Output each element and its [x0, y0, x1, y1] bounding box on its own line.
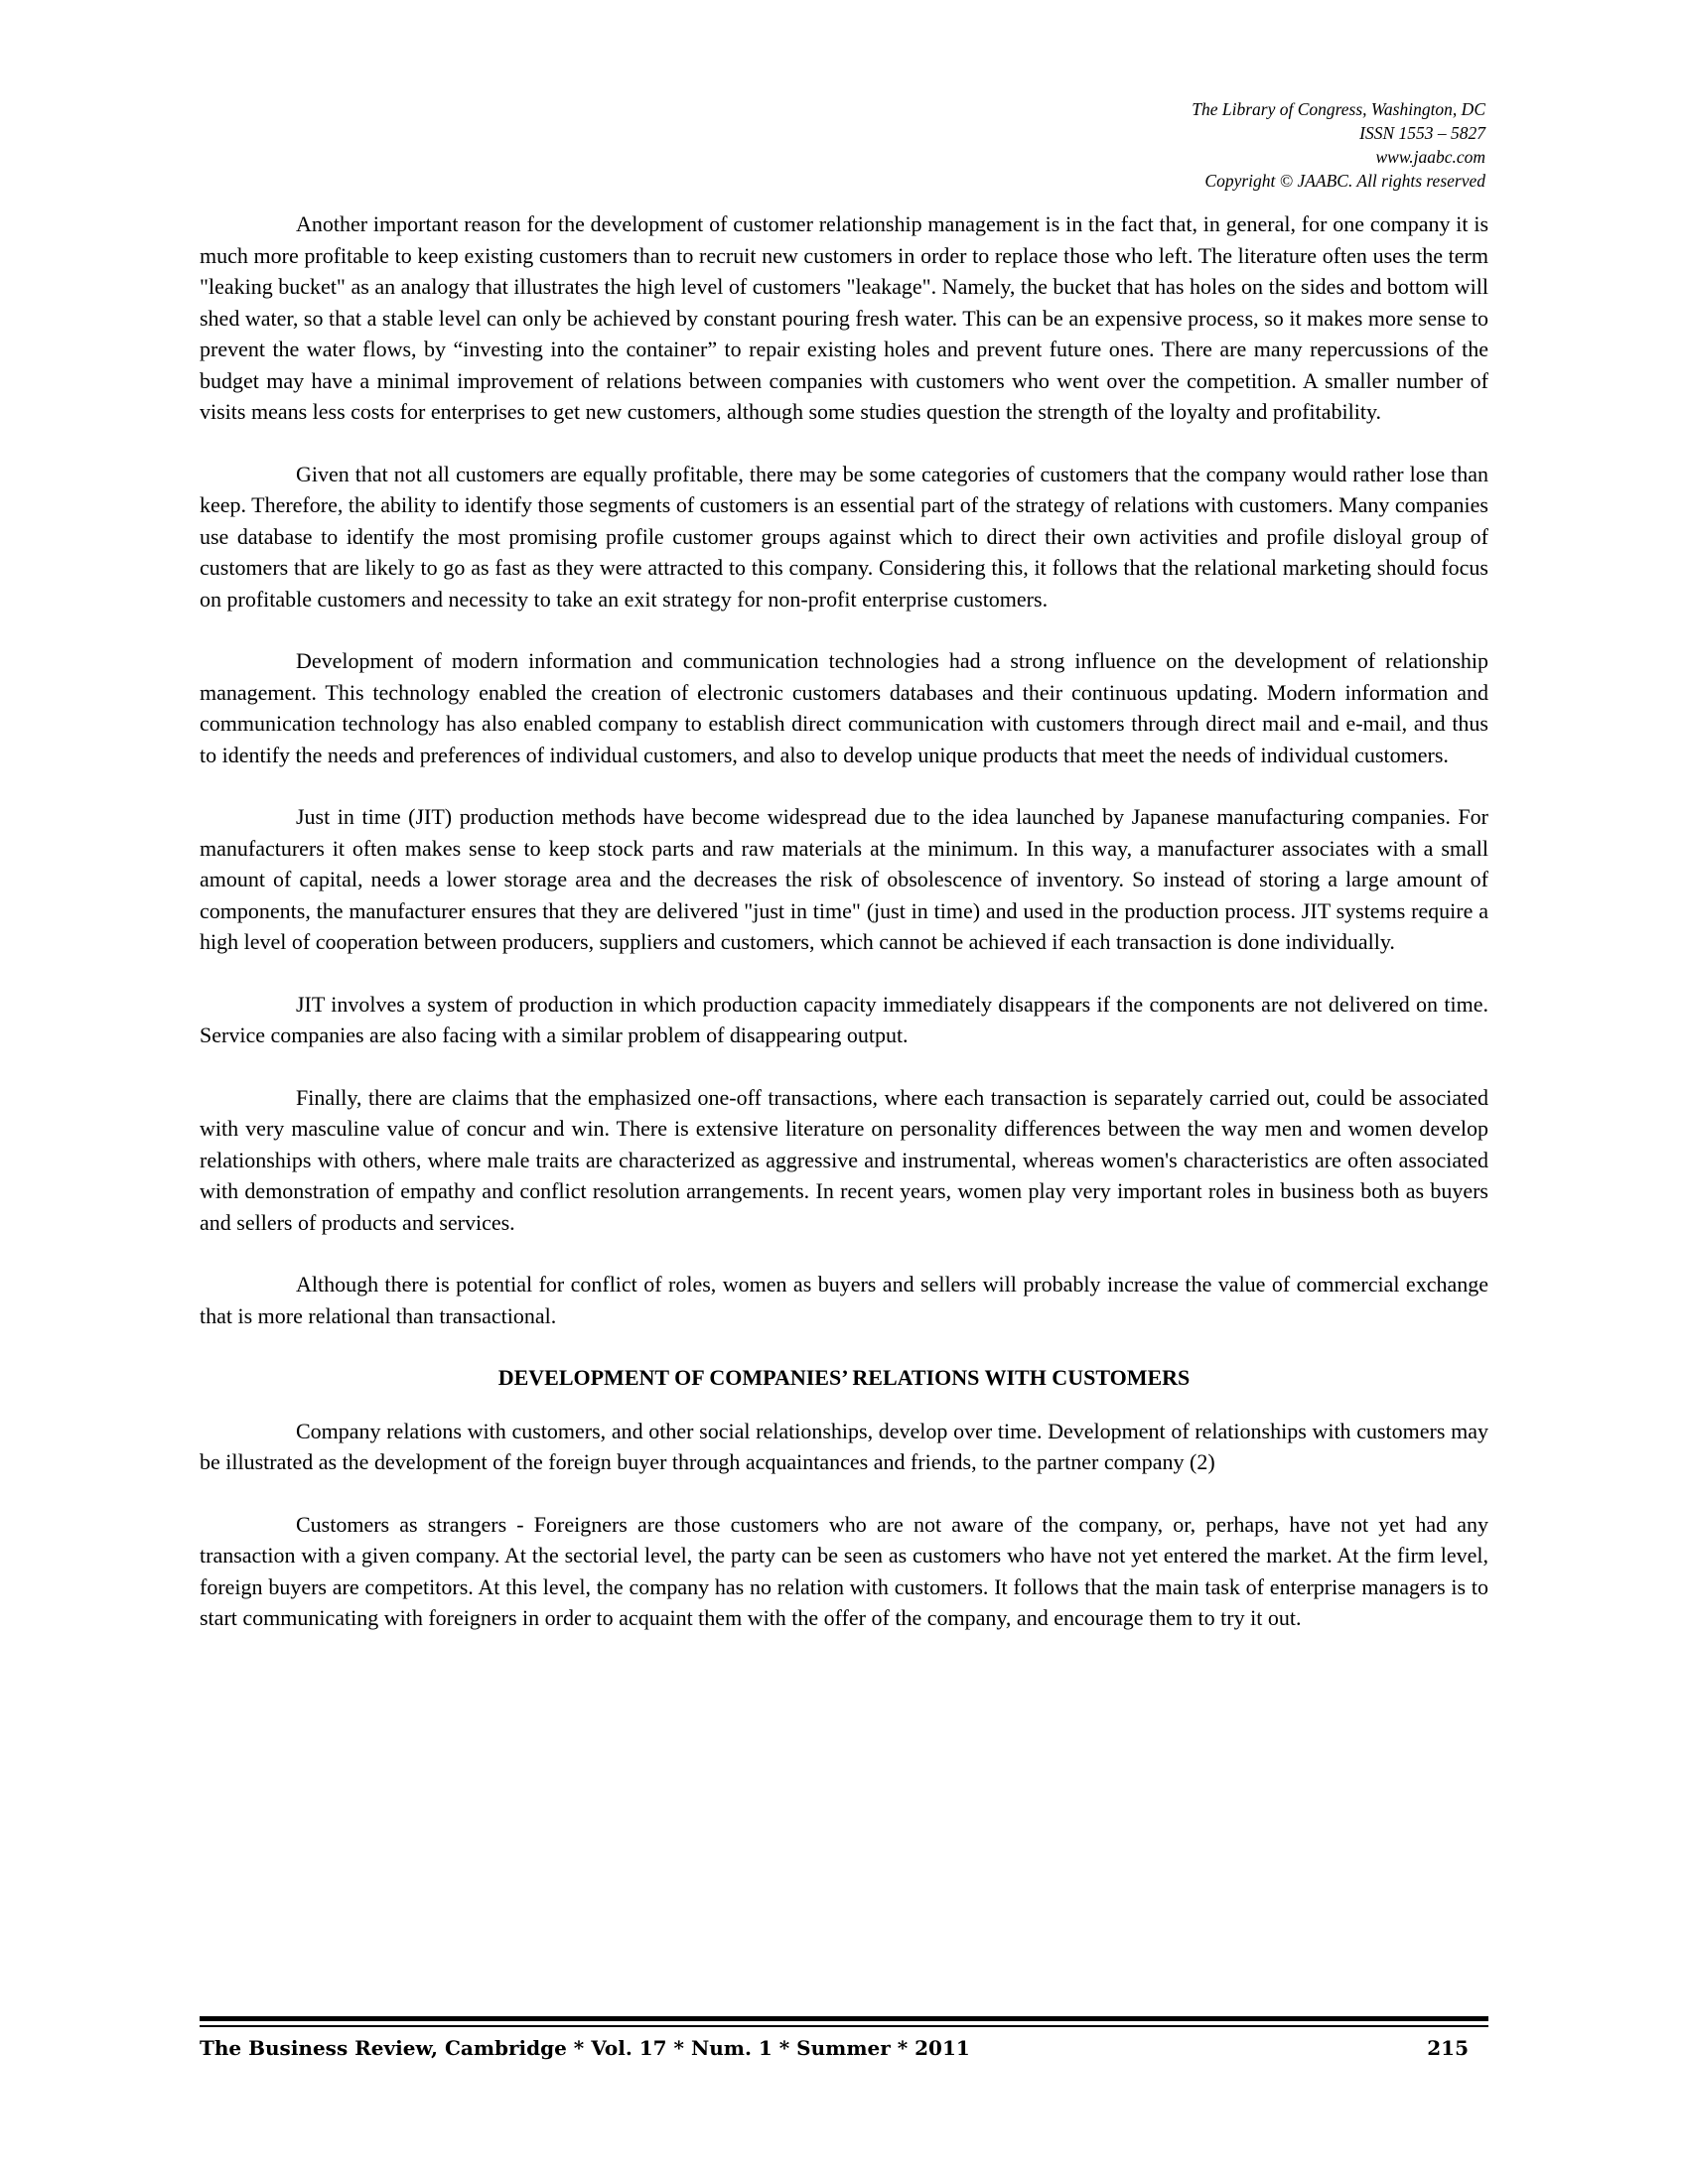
paragraph: Although there is potential for conflict of roles, women as buyers and sellers will probably increase the value of commercial exchange that is more relational than transactional. — [200, 1272, 1488, 1328]
paragraph: Company relations with customers, and other social relationships, develop over time. Development of relationships with customers may be illustrated as the development of the foreign buyer through acquaintances and friends, to the partner company (2) — [200, 1418, 1488, 1474]
paragraph: Customers as strangers - Foreigners are those customers who are not aware of the company, or, perhaps, have not yet had any transaction with a given company. At the sectorial level, the party can be seen as customers who have not yet entered the market. At the firm level, foreign buyers are competitors. At this level, the company has no relation with customers. It follows that the main task of enterprise managers is to start communicating with foreigners in order to acquaint them with the offer of the company, and encourage them to try it out. — [200, 1511, 1488, 1630]
paragraph: JIT involves a system of production in which production capacity immediately disappears if the components are not delivered on time. Service companies are also facing with a similar problem of disappearing output. — [200, 991, 1488, 1047]
running-header — [1192, 97, 1485, 193]
paragraph: Another important reason for the development of customer relationship management is in the fact that, in general, for one company it is much more profitable to keep existing customers than to recruit new customers in order to replace those who left. The literature often uses the term "leaking bucket" as an analogy that illustrates the high level of customers "leakage". Namely, the bucket that has holes on the sides and bottom will shed water, so that a stable level can only be achieved by constant pouring fresh water. This can be an expensive process, so it makes more sense to prevent the water flows, by “investing into the container” to repair existing holes and prevent future ones. There are many repercussions of the budget may have a minimal improvement of relations between companies with customers who went over the competition. A smaller number of visits means less costs for enterprises to get new customers, although some studies question the strength of the loyalty and profitability. — [200, 211, 1488, 424]
footer-journal: The Business Review, Cambridge * Vol. 17 * Num. 1 * Summer * 2011 — [200, 2036, 970, 2060]
paragraph: Finally, there are claims that the emphasized one-off transactions, where each transaction is separately carried out, could be associated with very masculine value of concur and win. There is extensive literature on personality differences between the way men and women develop relationships with others, where male traits are characterized as aggressive and instrumental, whereas women's characteristics are often associated with demonstration of empathy and conflict resolution arrangements. In recent years, women play very important roles in business both as buyers and sellers of products and services. — [200, 1084, 1488, 1235]
page-number: 215 — [1427, 2036, 1469, 2060]
header-publisher: The Library of Congress, Washington, DC — [1192, 99, 1485, 119]
article-body — [200, 208, 1488, 1665]
header-website: www.jaabc.com — [1375, 147, 1485, 167]
section-heading: DEVELOPMENT OF COMPANIES’ RELATIONS WITH CUSTOMERS — [497, 1365, 1191, 1390]
paragraph: Just in time (JIT) production methods have become widespread due to the idea launched by Japanese manufacturing companies. For manufacturers it often makes sense to keep stock parts and raw materials at the minimum. In this way, a manufacturer associates with a small amount of capital, needs a lower storage area and the decreases the risk of obsolescence of inventory. So instead of storing a large amount of components, the manufacturer ensures that they are delivered "just in time" (just in time) and used in the production process. JIT systems require a high level of cooperation between producers, suppliers and customers, which cannot be achieved if each transaction is done individually. — [200, 804, 1488, 954]
paragraph: Development of modern information and communication technologies had a strong influence on the development of relationship management. This technology enabled the creation of electronic customers databases and their continuous updating. Modern information and communication technology has also enabled company to establish direct communication with customers through direct mail and e-mail, and thus to identify the needs and preferences of individual customers, and also to develop unique products that meet the needs of individual customers. — [200, 648, 1488, 767]
paragraph: Given that not all customers are equally profitable, there may be some categories of customers that the company would rather lose than keep. Therefore, the ability to identify those segments of customers is an essential part of the strategy of relations with customers. Many companies use database to identify the most promising profile customer groups against which to direct their own activities and profile disloyal group of customers that are likely to go as fast as they were attracted to this company. Considering this, it follows that the relational marketing should focus on profitable customers and necessity to take an exit strategy for non-profit enterprise customers. — [200, 461, 1488, 612]
footer-rule-thick — [200, 2016, 1488, 2021]
header-issn: ISSN 1553 – 5827 — [1359, 123, 1485, 143]
header-copyright: Copyright © JAABC. All rights reserved — [1204, 171, 1485, 191]
footer-rule-thin — [200, 2025, 1488, 2027]
